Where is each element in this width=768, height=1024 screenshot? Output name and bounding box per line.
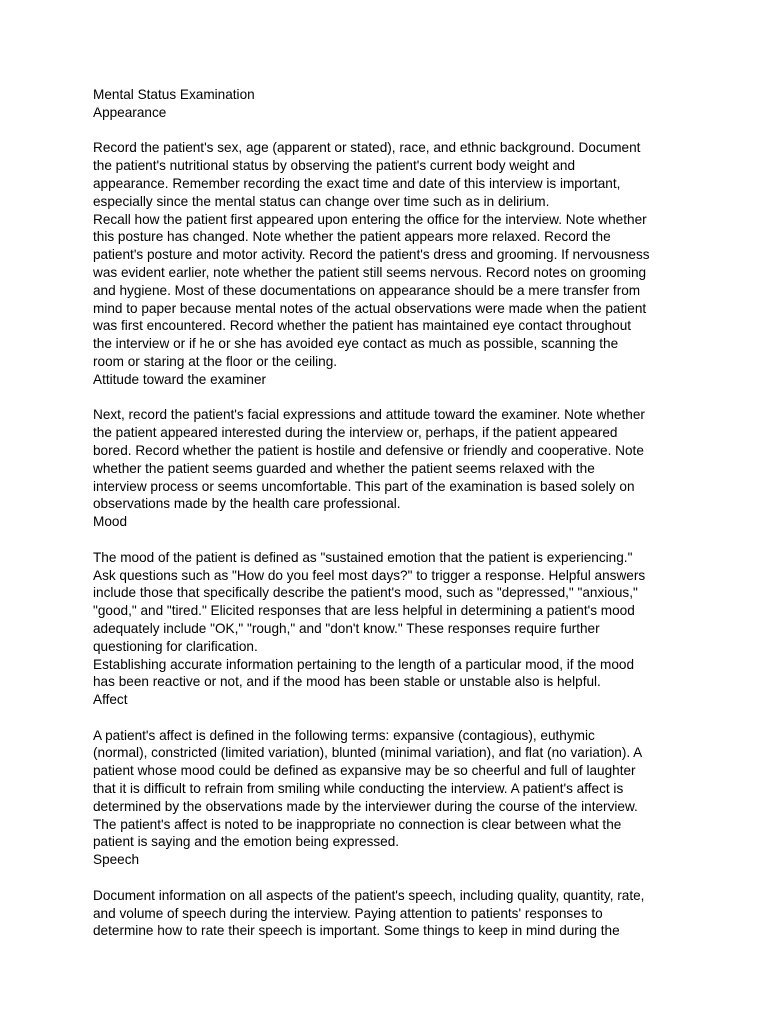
paragraph xyxy=(93,727,683,852)
spacer xyxy=(93,709,683,727)
text-line: observations made by the health care professional. xyxy=(93,496,401,512)
text-line: appearance. Remember recording the exact time and date of this interview is important, xyxy=(93,175,621,191)
section-heading-appearance: Appearance xyxy=(93,104,167,120)
text-line: Ask questions such as "How do you feel most days?" to trigger a response. Helpful answers xyxy=(93,567,646,583)
paragraph xyxy=(93,406,683,513)
text-line: Document information on all aspects of the patient's speech, including quality, quantity, rate, xyxy=(93,887,645,903)
text-line: was first encountered. Record whether the patient has maintained eye contact throughout xyxy=(93,318,632,334)
text-line: has been reactive or not, and if the mood has been stable or unstable also is helpful. xyxy=(93,674,601,690)
section-heading-speech: Speech xyxy=(93,852,140,868)
text-line: The patient's affect is noted to be inappropriate no connection is clear between what the xyxy=(93,816,622,832)
text-line: patient's posture and motor activity. Record the patient's dress and grooming. If nervousness xyxy=(93,247,650,263)
text-line: include those that specifically describe the patient's mood, such as "depressed," "anxious," xyxy=(93,585,638,601)
section-heading-affect: Affect xyxy=(93,692,128,708)
text-line: and volume of speech during the interview. Paying attention to patients' responses to xyxy=(93,905,603,921)
text-line: bored. Record whether the patient is hostile and defensive or friendly and cooperative. Note xyxy=(93,442,644,458)
document-page xyxy=(93,86,683,940)
text-line: patient is saying and the emotion being expressed. xyxy=(93,834,400,850)
section-heading-mood: Mood xyxy=(93,514,128,530)
paragraph xyxy=(93,139,683,210)
text-line: was evident earlier, note whether the patient still seems nervous. Record notes on grooming xyxy=(93,264,647,280)
paragraph xyxy=(93,656,683,692)
spacer xyxy=(93,389,683,407)
text-line: whether the patient seems guarded and whether the patient seems relaxed with the xyxy=(93,460,595,476)
text-line: determined by the observations made by the interviewer during the course of the interview. xyxy=(93,798,638,814)
text-line: adequately include "OK," "rough," and "don't know." These responses require further xyxy=(93,620,600,636)
text-line: this posture has changed. Note whether the patient appears more relaxed. Record the xyxy=(93,229,611,245)
text-line: the interview or if he or she has avoided eye contact as much as possible, scanning the xyxy=(93,336,619,352)
spacer xyxy=(93,869,683,887)
text-line: especially since the mental status can change over time such as in delirium. xyxy=(93,193,550,209)
text-line: questioning for clarification. xyxy=(93,638,258,654)
section-heading-attitude: Attitude toward the examiner xyxy=(93,371,267,387)
paragraph xyxy=(93,211,683,371)
text-line: patient whose mood could be defined as expansive may be so cheerful and full of laughter xyxy=(93,763,636,779)
spacer xyxy=(93,122,683,140)
text-line: Record the patient's sex, age (apparent or stated), race, and ethnic background. Document xyxy=(93,140,641,156)
paragraph xyxy=(93,887,683,940)
text-line: A patient's affect is defined in the following terms: expansive (contagious), euthymic xyxy=(93,727,595,743)
text-line: the patient appeared interested during the interview or, perhaps, if the patient appeared xyxy=(93,425,618,441)
text-line: (normal), constricted (limited variation), blunted (minimal variation), and flat (no variation). A xyxy=(93,745,643,761)
text-line: The mood of the patient is defined as "sustained emotion that the patient is experiencing." xyxy=(93,549,633,565)
text-line: and hygiene. Most of these documentations on appearance should be a mere transfer from xyxy=(93,282,641,298)
text-line: mind to paper because mental notes of the actual observations were made when the patient xyxy=(93,300,647,316)
text-line: room or staring at the floor or the ceiling. xyxy=(93,353,338,369)
text-line: Next, record the patient's facial expressions and attitude toward the examiner. Note whether xyxy=(93,407,645,423)
text-line: that it is difficult to refrain from smiling while conducting the interview. A patient's affect is xyxy=(93,781,624,797)
text-line: Establishing accurate information pertaining to the length of a particular mood, if the mood xyxy=(93,656,635,672)
text-line: Recall how the patient first appeared upon entering the office for the interview. Note whether xyxy=(93,211,647,227)
text-line: determine how to rate their speech is important. Some things to keep in mind during the xyxy=(93,923,620,939)
paragraph xyxy=(93,549,683,656)
document-title: Mental Status Examination xyxy=(93,87,255,102)
spacer xyxy=(93,531,683,549)
text-line: interview process or seems uncomfortable. This part of the examination is based solely on xyxy=(93,478,635,494)
text-line: "good," and "tired." Elicited responses that are less helpful in determining a patient's mood xyxy=(93,603,635,619)
text-line: the patient's nutritional status by observing the patient's current body weight and xyxy=(93,158,576,174)
